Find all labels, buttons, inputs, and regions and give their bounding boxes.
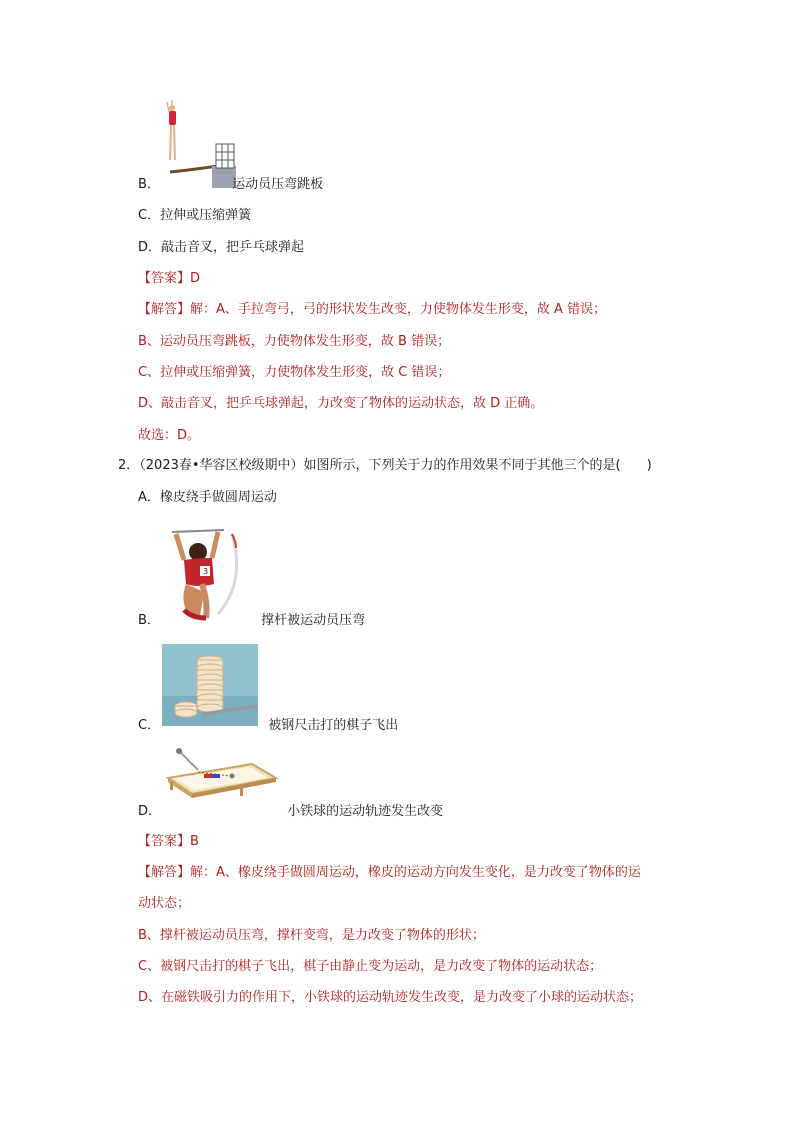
chess-pieces-image bbox=[162, 644, 258, 726]
q2-stem-text: （2023春•华容区校级期中）如图所示，下列关于力的作用效果不同于其他三个的是( ) bbox=[139, 458, 652, 473]
q2-option-a: A．橡皮绕手做圆周运动 bbox=[138, 490, 277, 505]
q2-analysis-line-3: B、撑杆被运动员压弯，撑杆变弯，是力改变了物体的形状； bbox=[138, 928, 485, 943]
q1-option-b-caption: 运动员压弯跳板 bbox=[232, 177, 324, 192]
q2-answer-value: B bbox=[190, 834, 199, 849]
q1-option-d: D．敲击音叉，把乒乓球弹起 bbox=[138, 240, 305, 255]
q2-option-b bbox=[138, 612, 365, 630]
q2-option-c bbox=[138, 717, 398, 735]
q2-option-b-caption: 撑杆被运动员压弯 bbox=[261, 613, 366, 628]
q1-analysis-line-4: D、敲击音叉，把乒乓球弹起，力改变了物体的运动状态，故 D 正确。 bbox=[138, 396, 544, 411]
q2-analysis-text-1: 解：A、橡皮绕手做圆周运动，橡皮的运动方向发生变化，是力改变了物体的运 bbox=[190, 865, 641, 880]
q1-analysis-line-2: B、运动员压弯跳板，力使物体发生形变，故 B 错误； bbox=[138, 334, 451, 349]
q1-option-b bbox=[138, 176, 323, 194]
q1-analysis-line-3: C、拉伸或压缩弹簧，力使物体发生形变，故 C 错误； bbox=[138, 365, 451, 380]
q2-answer-tag: 【答案】 bbox=[138, 834, 191, 849]
q2-stem bbox=[118, 457, 652, 475]
q2-option-c-caption: 被钢尺击打的棋子飞出 bbox=[268, 718, 399, 733]
q2-analysis-tag: 【解答】 bbox=[138, 865, 191, 880]
q1-answer-tag: 【答案】 bbox=[138, 271, 191, 286]
q1-analysis-text-1: 解：A、手拉弯弓，弓的形状发生改变，力使物体发生形变，故 A 错误； bbox=[190, 302, 607, 317]
q2-answer bbox=[138, 833, 199, 851]
q1-answer bbox=[138, 270, 200, 288]
q1-analysis-line-1 bbox=[138, 301, 606, 319]
q1-answer-value: D bbox=[190, 271, 201, 286]
q2-analysis-line-2: 动状态； bbox=[138, 896, 191, 911]
svg-text:3: 3 bbox=[203, 567, 209, 576]
q1-option-b-letter: B． bbox=[138, 177, 160, 192]
q2-analysis-line-1 bbox=[138, 864, 641, 882]
q1-analysis-tag: 【解答】 bbox=[138, 302, 191, 317]
pole-vault-image bbox=[162, 522, 254, 624]
q2-option-c-letter: C． bbox=[138, 718, 161, 733]
q1-analysis-line-5: 故选：D。 bbox=[138, 428, 201, 443]
q2-number: 2． bbox=[118, 458, 140, 473]
q2-analysis-line-5: D、在磁铁吸引力的作用下，小铁球的运动轨迹发生改变，是力改变了小球的运动状态； bbox=[138, 990, 643, 1005]
q2-option-d-caption: 小铁球的运动轨迹发生改变 bbox=[287, 804, 444, 819]
q2-option-d-letter: D． bbox=[138, 804, 162, 819]
q2-option-b-letter: B． bbox=[138, 613, 160, 628]
magnet-ball-image bbox=[160, 744, 280, 810]
q1-option-c: C．拉伸或压缩弹簧 bbox=[138, 208, 252, 223]
q2-analysis-line-4: C、被钢尺击打的棋子飞出，棋子由静止变为运动，是力改变了物体的运动状态； bbox=[138, 959, 603, 974]
q2-option-d bbox=[138, 803, 443, 821]
